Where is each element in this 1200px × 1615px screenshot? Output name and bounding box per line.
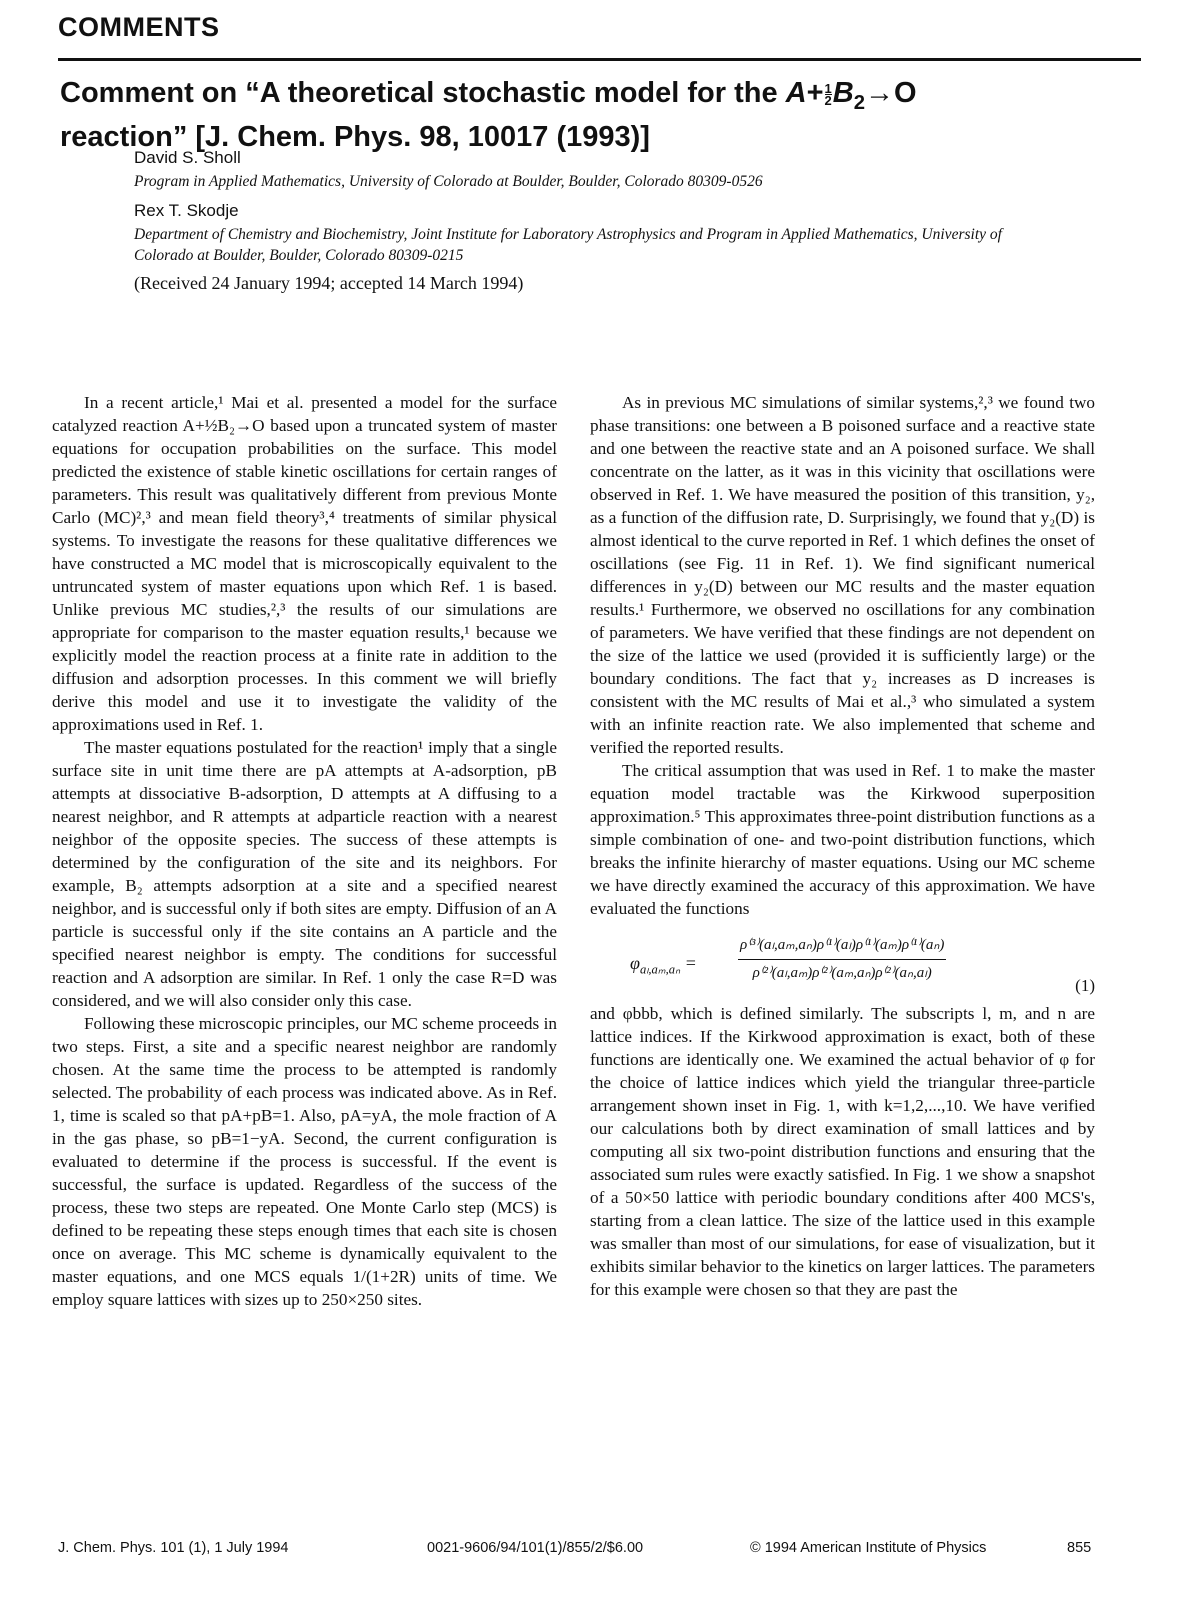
author-affiliation-2: Department of Chemistry and Biochemistry, Joint Institute for Laboratory Astrophysics and Program in Applied Mathematics, University of Colorado at Boulder, Boulder, Colorado 80309-0215: [134, 226, 1002, 264]
equation-numerator: ρ⁽³⁾(aₗ,aₘ,aₙ)ρ⁽¹⁾(aₗ)ρ⁽¹⁾(aₘ)ρ⁽¹⁾(aₙ): [738, 934, 946, 960]
title-reactant-b: B: [832, 77, 854, 109]
footer-journal: J. Chem. Phys. 101 (1), 1 July 1994: [58, 1540, 289, 1556]
right-column: [590, 391, 1095, 1301]
received-dates: (Received 24 January 1994; accepted 14 March 1994): [134, 273, 524, 293]
equation-1: [590, 930, 1095, 995]
section-heading: COMMENTS: [58, 12, 220, 42]
footer-copyright: © 1994 American Institute of Physics: [750, 1540, 987, 1556]
title-arrow-o: →O: [865, 77, 917, 109]
author-affiliation-1: Program in Applied Mathematics, University of Colorado at Boulder, Boulder, Colorado 80309-0526: [134, 173, 763, 190]
equation-fraction: [738, 934, 946, 985]
paragraph: The master equations postulated for the reaction¹ imply that a single surface site in unit time there are pA attempts at A-adsorption, pB attempts at dissociative B-adsorption, D attempts at A diffusing to a nearest neighbor, and R attempts at adparticle reaction with a nearest neighbor of the opposite species. The success of these attempts is determined by the configuration of the site and its neighbors. For example, B₂ attempts adsorption at a site and a specified nearest neighbor, and is successful only if both sites are empty. Diffusion of an A particle is successful only if the site contains an A particle and the specified nearest neighbor is empty. The conditions for successful reaction and A adsorption are similar. In Ref. 1 only the case R=D was considered, and we will also consider only this case.: [52, 738, 557, 1010]
title-b-subscript: 2: [853, 91, 865, 114]
equation-lhs: $\varphi_{a_l,a_m,a_n}$ =: [630, 953, 697, 977]
title-suffix: reaction” [J. Chem. Phys. 98, 10017 (1993)]: [60, 120, 650, 153]
title-fraction: [824, 80, 832, 108]
equation-denominator: ρ⁽²⁾(aₗ,aₘ)ρ⁽²⁾(aₘ,aₙ)ρ⁽²⁾(aₙ,aₗ): [752, 965, 932, 981]
article-title: [60, 76, 1060, 154]
paragraph: The critical assumption that was used in Ref. 1 to make the master equation model tractable was the Kirkwood superposition approximation.⁵ This approximates three-point distribution functions as a simple combination of one- and two-point distribution functions, which breaks the infinite hierarchy of master equations. Using our MC scheme we have directly examined the accuracy of this approximation. We have evaluated the functions: [590, 761, 1095, 918]
header-rule: [58, 58, 1141, 61]
equation-lhs-subscript: aₗ,aₘ,aₙ: [639, 962, 681, 977]
equation-number: (1): [1075, 976, 1095, 995]
equation-lhs-symbol: φ: [630, 953, 640, 973]
paragraph: In a recent article,¹ Mai et al. presented a model for the surface catalyzed reaction A+½B₂→O based upon a truncated system of master equations for occupation probabilities on the surface. This model predicted the existence of stable kinetic oscillations for certain ranges of parameters. This result was qualitatively different from previous Monte Carlo (MC)²,³ and mean field theory³,⁴ treatments of similar physical systems. To investigate the reasons for these qualitative differences we have constructed a MC model that is microscopically equivalent to the untruncated system of master equations upon which Ref. 1 is based. Unlike previous MC studies,²,³ the results of our simulations are appropriate for comparison to the master equation results,¹ because we explicitly model the reaction process at a finite rate in addition to the diffusion and adsorption processes. In this comment we will briefly derive this model and use it to investigate the validity of the approximations used in Ref. 1.: [52, 393, 557, 734]
title-reactant-a: A: [785, 77, 807, 109]
left-column: [52, 391, 557, 1311]
footer-page-number: 855: [1067, 1540, 1092, 1556]
paragraph: As in previous MC simulations of similar systems,²,³ we found two phase transitions: one between a B poisoned surface and a reactive state and one between the reactive state and an A poisoned surface. We shall concentrate on the latter, as it was in this vicinity that oscillations were observed in Ref. 1. We have measured the position of this transition, y₂, as a function of the diffusion rate, D. Surprisingly, we found that y₂(D) is almost identical to the curve reported in Ref. 1 which defines the onset of oscillations (see Fig. 11 in Ref. 1). We find significant numerical differences in y₂(D) between our MC results and the master equation results.¹ Furthermore, we observed no oscillations for any combination of parameters. We have verified that these findings are not dependent on the size of the lattice we used (provided it is sufficiently large) or the boundary conditions. The fact that y₂ increases as D increases is consistent with the MC results of Mai et al.,³ who simulated a system with an infinite reaction rate. We also implemented that scheme and verified the reported results.: [590, 393, 1095, 757]
title-frac-num: 1: [824, 80, 832, 96]
author-name-2: Rex T. Skodje: [134, 201, 239, 220]
title-prefix: Comment on “A theoretical stochastic model for the: [60, 77, 786, 109]
paragraph: and φbbb, which is defined similarly. The subscripts l, m, and n are lattice indices. If the Kirkwood approximation is exact, both of these functions are identically one. We examined the actual behavior of φ for the choice of lattice indices which yield the triangular three-particle arrangement shown inset in Fig. 1, with k=1,2,...,10. We have verified our calculations both by direct examination of small lattices and by computing all six two-point distribution functions and ensuring that the associated sum rules were exactly satisfied. In Fig. 1 we show a snapshot of a 50×50 lattice with periodic boundary conditions after 400 MCS's, starting from a clean lattice. The size of the lattice used in this example was smaller than most of our simulations, for ease of visualization, but it exhibits similar behavior to the kinetics on larger lattices. The parameters for this example were chosen so that they are past the: [590, 1004, 1095, 1299]
author-name-1: David S. Sholl: [134, 148, 241, 167]
paragraph: Following these microscopic principles, our MC scheme proceeds in two steps. First, a site and a specific nearest neighbor are randomly chosen. At the same time the process to be attempted is randomly selected. The probability of each process was indicated above. As in Ref. 1, time is scaled so that pA+pB=1. Also, pA=yA, the mole fraction of A in the gas phase, so pB=1−yA. Second, the current configuration is evaluated to determine if the process is successful. If the event is successful, the surface is updated. Regardless of the success of the process, these two steps are repeated. One Monte Carlo step (MCS) is defined to be repeating these steps enough times that each site is chosen once on average. This MC scheme is dynamically equivalent to the master equations, and one MCS equals 1/(1+2R) units of time. We employ square lattices with sizes up to 250×250 sites.: [52, 1014, 557, 1309]
footer-code: 0021-9606/94/101(1)/855/2/$6.00: [427, 1540, 644, 1556]
title-frac-den: 2: [824, 92, 832, 108]
title-plus: +: [806, 77, 824, 109]
